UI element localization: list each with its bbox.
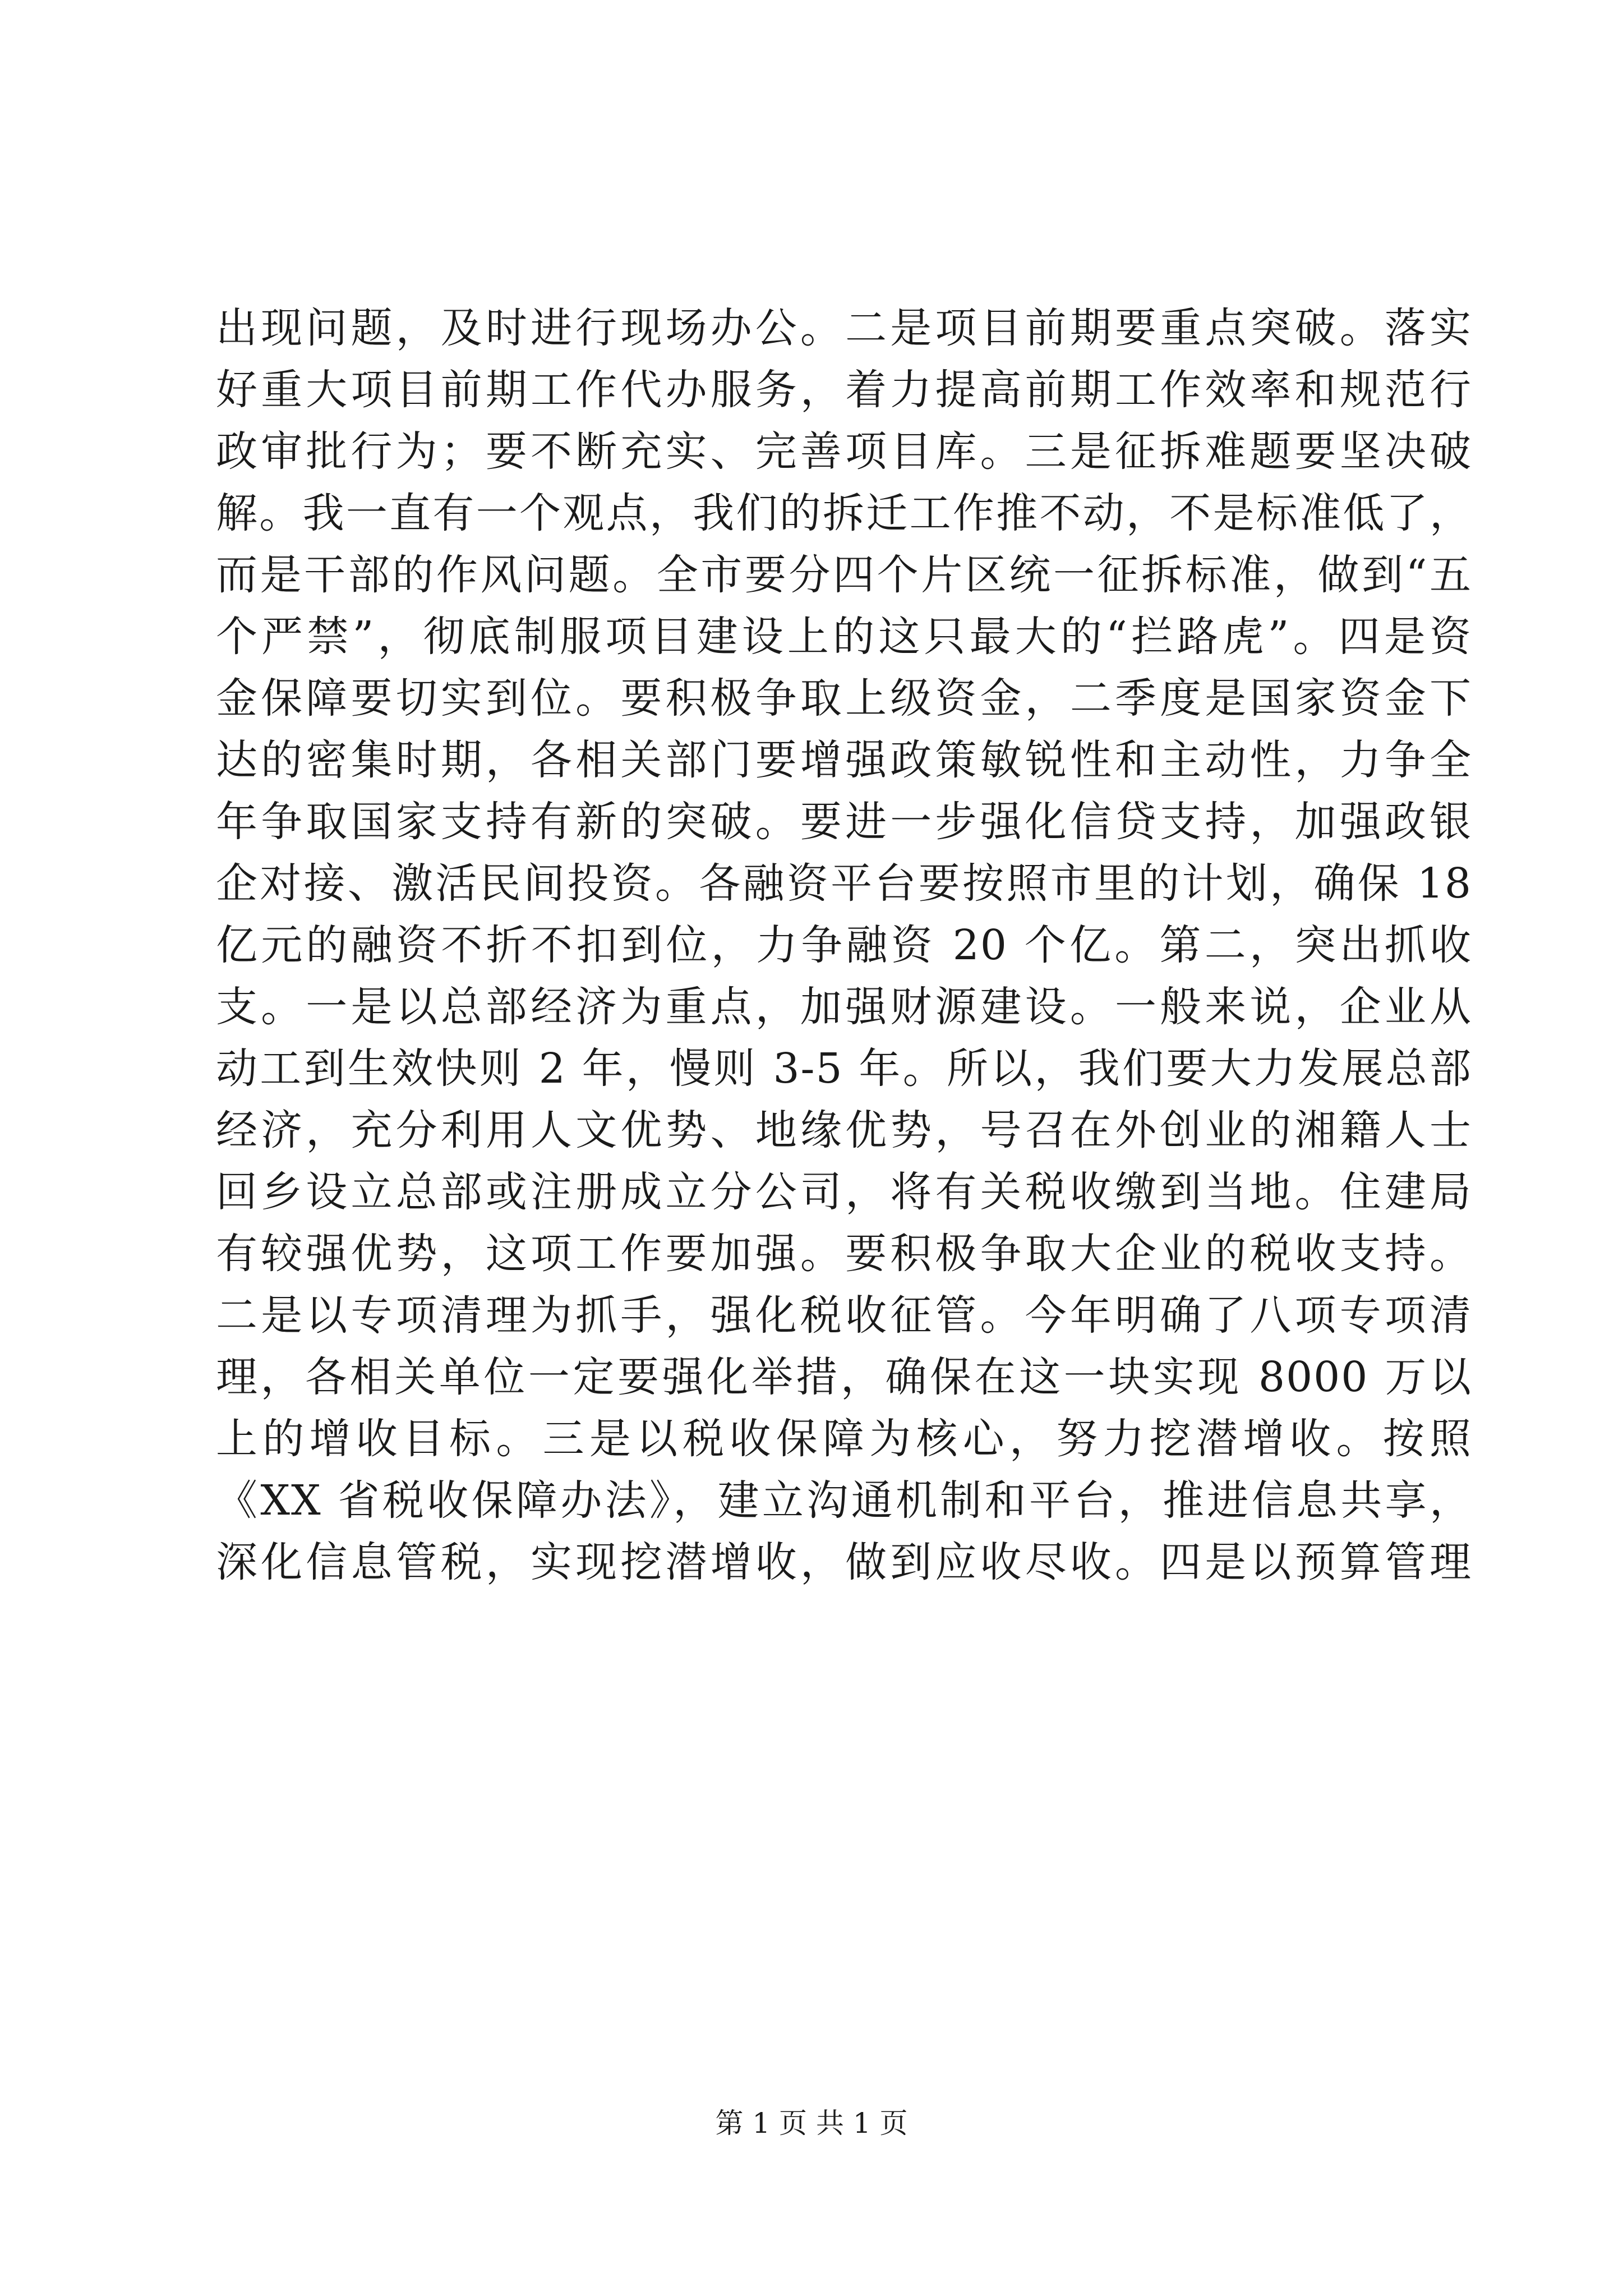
text-line: 理，各相关单位一定要强化举措，确保在这一块实现 8000 万以 (216, 1353, 1472, 1401)
text-line: 政审批行为；要不断充实、完善项目库。三是征拆难题要坚决破 (216, 427, 1472, 476)
text-line: 有较强优势，这项工作要加强。要积极争取大企业的税收支持。 (216, 1230, 1472, 1278)
text-line: 解。我一直有一个观点，我们的拆迁工作推不动，不是标准低了， (216, 489, 1472, 537)
text-line: 动工到生效快则 2 年，慢则 3-5 年。所以，我们要大力发展总部 (216, 1045, 1472, 1093)
page-number-footer: 第 1 页 共 1 页 (715, 2107, 908, 2139)
text-line: 企对接、激活民间投资。各融资平台要按照市里的计划，确保 18 (216, 859, 1472, 908)
text-line: 出现问题，及时进行现场办公。二是项目前期要重点突破。落实 (216, 304, 1472, 352)
text-line: 支。一是以总部经济为重点，加强财源建设。一般来说，企业从 (216, 983, 1472, 1031)
text-line: 金保障要切实到位。要积极争取上级资金，二季度是国家资金下 (216, 674, 1472, 723)
text-line: 好重大项目前期工作代办服务，着力提高前期工作效率和规范行 (216, 366, 1472, 414)
text-line: 回乡设立总部或注册成立分公司，将有关税收缴到当地。住建局 (216, 1168, 1472, 1216)
body-paragraph (216, 297, 1472, 1593)
text-line: 亿元的融资不折不扣到位，力争融资 20 个亿。第二，突出抓收 (216, 921, 1472, 969)
text-line: 上的增收目标。三是以税收保障为核心，努力挖潜增收。按照 (216, 1415, 1472, 1463)
text-line: 经济，充分利用人文优势、地缘优势，号召在外创业的湘籍人士 (216, 1106, 1472, 1154)
text-line: 《XX 省税收保障办法》，建立沟通机制和平台，推进信息共享， (216, 1476, 1472, 1525)
text-line: 二是以专项清理为抓手，强化税收征管。今年明确了八项专项清 (216, 1291, 1472, 1340)
text-line: 年争取国家支持有新的突破。要进一步强化信贷支持，加强政银 (216, 798, 1472, 846)
text-line: 深化信息管税，实现挖潜增收，做到应收尽收。四是以预算管理 (216, 1538, 1472, 1586)
text-line: 个严禁”，彻底制服项目建设上的这只最大的“拦路虎”。四是资 (216, 613, 1472, 661)
text-line: 达的密集时期，各相关部门要增强政策敏锐性和主动性，力争全 (216, 736, 1472, 784)
text-line: 而是干部的作风问题。全市要分四个片区统一征拆标准，做到“五 (216, 551, 1472, 599)
